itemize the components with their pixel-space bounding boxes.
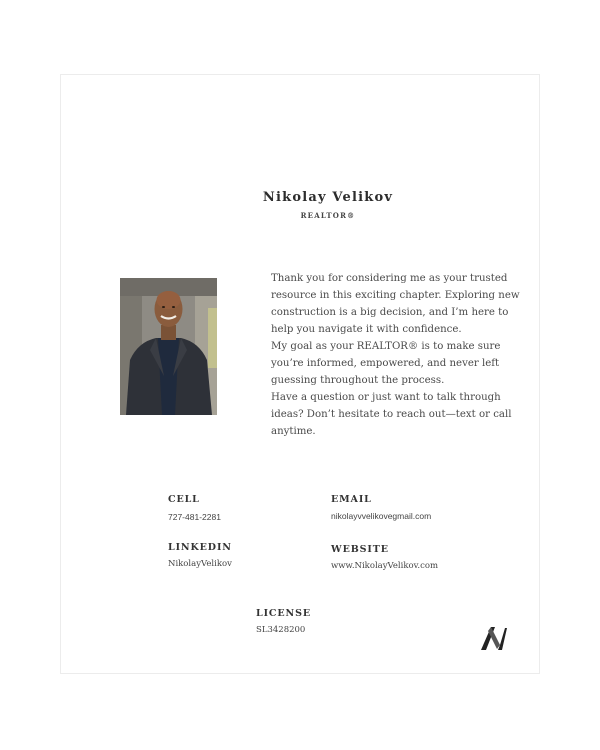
bio-paragraph-1: Thank you for considering me as your trusted resource in this exciting chapter. Exploring new construction is a big decision, and I’m here to help you navigate it with confidence. — [271, 273, 520, 335]
cell-label: CELL — [168, 494, 200, 505]
agent-photo — [120, 278, 217, 415]
website-value[interactable]: www.NikolayVelikov.com — [331, 561, 439, 571]
linkedin-value[interactable]: NikolayVelikov — [168, 559, 232, 569]
agent-title: REALTOR® — [300, 211, 356, 220]
bio-text — [271, 270, 521, 440]
agent-card — [60, 74, 540, 674]
cell-value[interactable]: 727-481-2281 — [168, 512, 221, 522]
license-label: LICENSE — [256, 608, 312, 619]
agent-portrait-image — [120, 278, 217, 415]
linkedin-label: LINKEDIN — [168, 542, 232, 553]
bio-paragraph-3: Have a question or just want to talk through ideas? Don’t hesitate to reach out—text or call anytime. — [271, 392, 512, 437]
agent-name: Nikolay Velikov — [262, 190, 394, 205]
website-label: WEBSITE — [331, 544, 389, 555]
brand-logo-icon — [478, 625, 508, 651]
license-value: SL3428200 — [256, 625, 306, 635]
email-value[interactable]: nikolayvvelikovegmail.com — [331, 511, 432, 521]
bio-paragraph-2: My goal as your REALTOR® is to make sure you’re informed, empowered, and never left guessing throughout the process. — [271, 341, 501, 386]
email-label: EMAIL — [331, 494, 372, 505]
